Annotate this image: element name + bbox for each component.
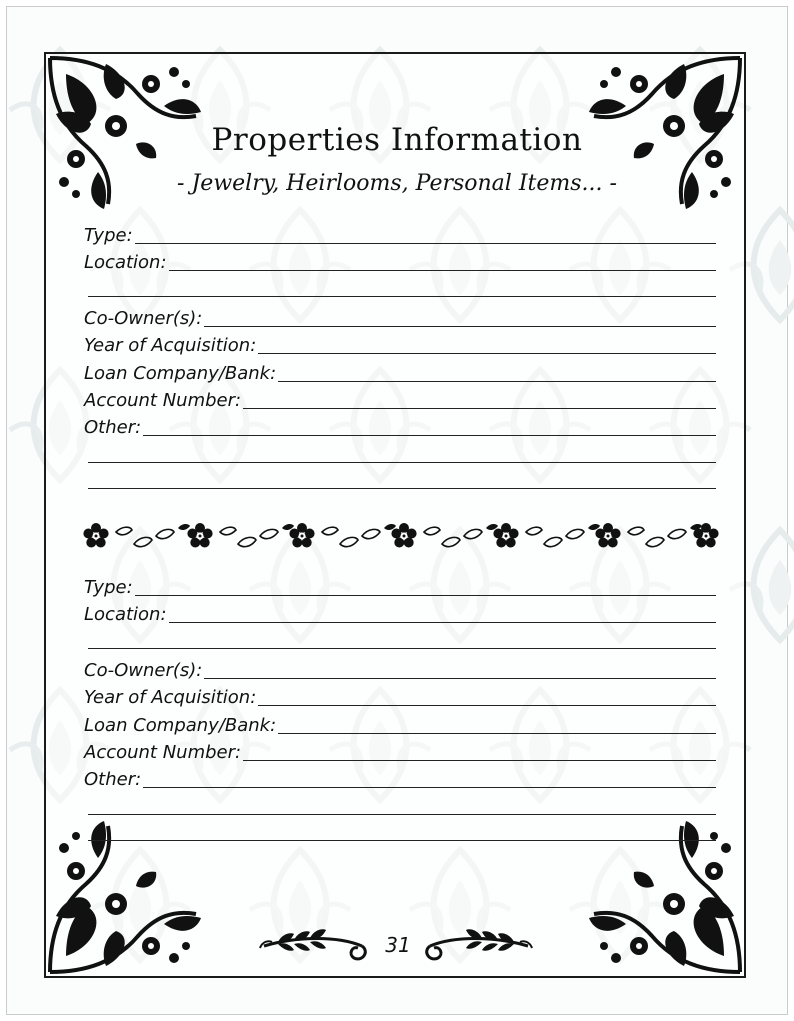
field-label: Other: [84,417,142,438]
field-label: Type: [84,225,133,246]
field-label: Loan Company/Bank: [84,363,277,384]
field-label: Co-Owner(s): [84,660,203,681]
write-line [258,353,716,354]
other-field[interactable] [84,414,716,438]
field-label: Co-Owner(s): [84,308,203,329]
co-owners-field[interactable] [84,657,716,681]
field-label: Year of Acquisition: [84,335,257,356]
blank-write-line[interactable] [88,814,716,815]
write-line [169,270,716,271]
type-field[interactable] [84,574,716,598]
write-line [143,787,716,788]
blank-write-line[interactable] [88,840,716,841]
field-label: Year of Acquisition: [84,687,257,708]
blank-write-line[interactable] [88,648,716,649]
write-line [243,408,716,409]
page-number: 31 [385,933,411,957]
field-label: Other: [84,769,142,790]
other-field[interactable] [84,766,716,790]
field-label: Location: [84,252,167,273]
write-line [258,705,716,706]
field-label: Location: [84,604,167,625]
type-field[interactable] [84,222,716,246]
write-line [243,760,716,761]
year-of-acquisition-field[interactable] [84,332,716,356]
blank-write-line[interactable] [88,462,716,463]
field-label: Loan Company/Bank: [84,715,277,736]
loan-company-field[interactable] [84,712,716,736]
write-line [204,678,716,679]
page-title: Properties Information [211,122,583,158]
write-line [169,622,716,623]
location-field[interactable] [84,601,716,625]
account-number-field[interactable] [84,739,716,763]
field-label: Account Number: [84,742,242,763]
account-number-field[interactable] [84,387,716,411]
page-subtitle: - Jewelry, Heirlooms, Personal Items... - [177,171,617,196]
loan-company-field[interactable] [84,360,716,384]
write-line [135,595,716,596]
year-of-acquisition-field[interactable] [84,684,716,708]
write-line [143,435,716,436]
co-owners-field[interactable] [84,305,716,329]
write-line [135,243,716,244]
write-line [204,326,716,327]
write-line [278,733,716,734]
location-field[interactable] [84,249,716,273]
blank-write-line[interactable] [88,296,716,297]
field-label: Account Number: [84,390,242,411]
field-label: Type: [84,577,133,598]
blank-write-line[interactable] [88,488,716,489]
write-line [278,381,716,382]
flower-leaf-divider-icon [80,516,720,556]
